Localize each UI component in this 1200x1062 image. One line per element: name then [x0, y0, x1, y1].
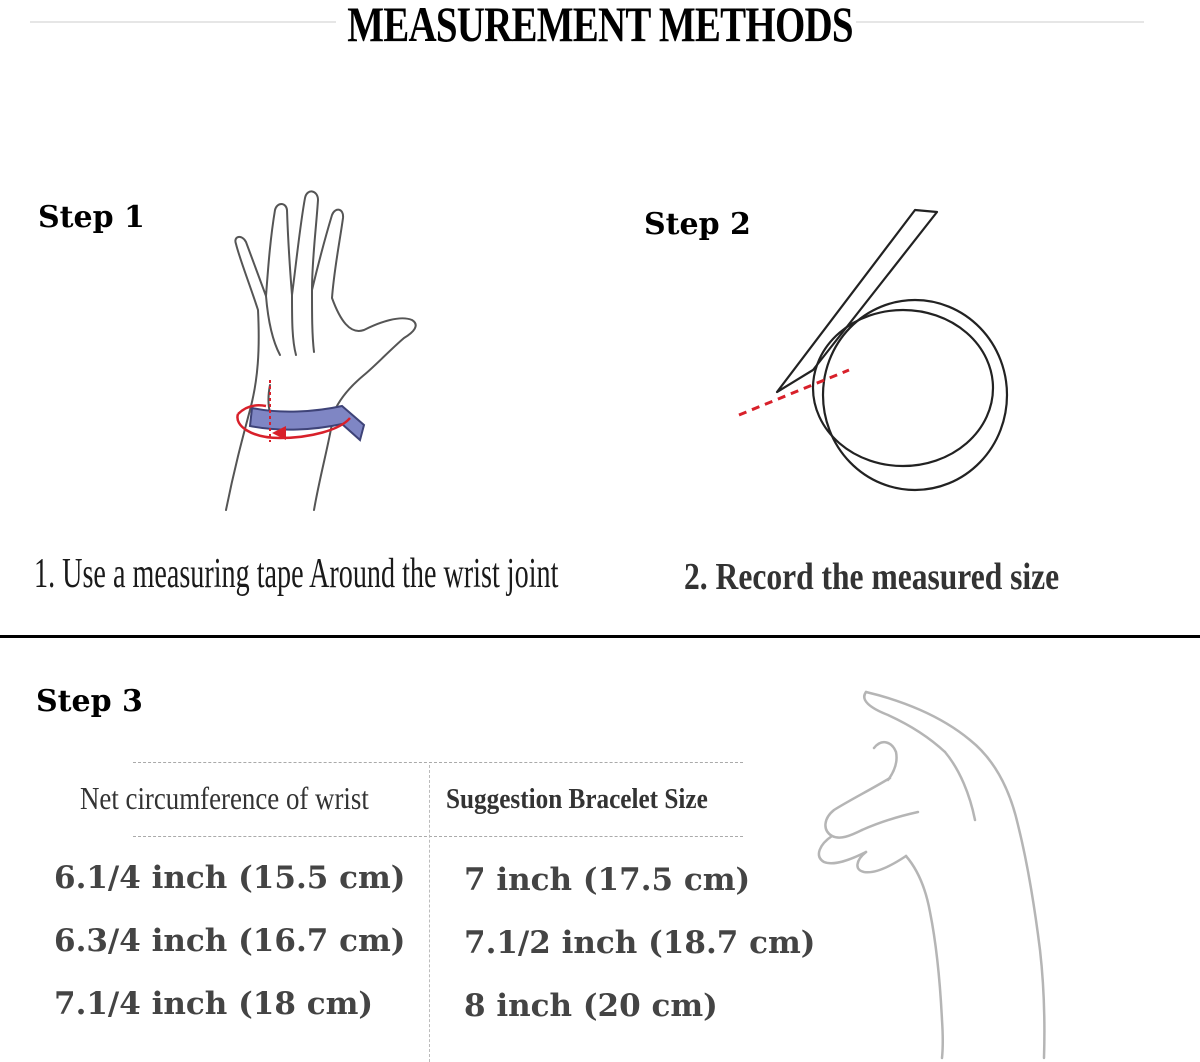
- table-top-rule: [133, 762, 743, 763]
- step-1-label: Step 1: [38, 200, 145, 235]
- table-cell-bracelet-2: 7.1/2 inch (18.7 cm): [464, 925, 816, 961]
- table-cell-bracelet-3: 8 inch (20 cm): [464, 988, 718, 1024]
- measuring-tape-loop-icon: [725, 200, 1025, 500]
- table-cell-wrist-1: 6.1/4 inch (15.5 cm): [54, 860, 406, 896]
- table-column-separator: [429, 765, 430, 1062]
- section-divider: [0, 635, 1200, 638]
- table-cell-bracelet-1: 7 inch (17.5 cm): [464, 862, 751, 898]
- table-header-bracelet: Suggestion Bracelet Size: [446, 784, 708, 815]
- step-2-caption: 2. Record the measured size: [684, 556, 1060, 598]
- table-cell-wrist-3: 7.1/4 inch (18 cm): [54, 986, 374, 1022]
- table-header-wrist: Net circumference of wrist: [80, 780, 369, 816]
- table-cell-wrist-2: 6.3/4 inch (16.7 cm): [54, 923, 406, 959]
- step-3-label: Step 3: [36, 684, 143, 719]
- step-2-label: Step 2: [644, 207, 751, 242]
- page-title: MEASUREMENT METHODS: [347, 0, 853, 52]
- wrist-hand-outline-icon: [810, 680, 1070, 1060]
- hand-with-tape-icon: [200, 180, 440, 520]
- table-header-rule: [133, 836, 743, 837]
- step-1-caption: 1. Use a measuring tape Around the wrist joint: [34, 551, 559, 597]
